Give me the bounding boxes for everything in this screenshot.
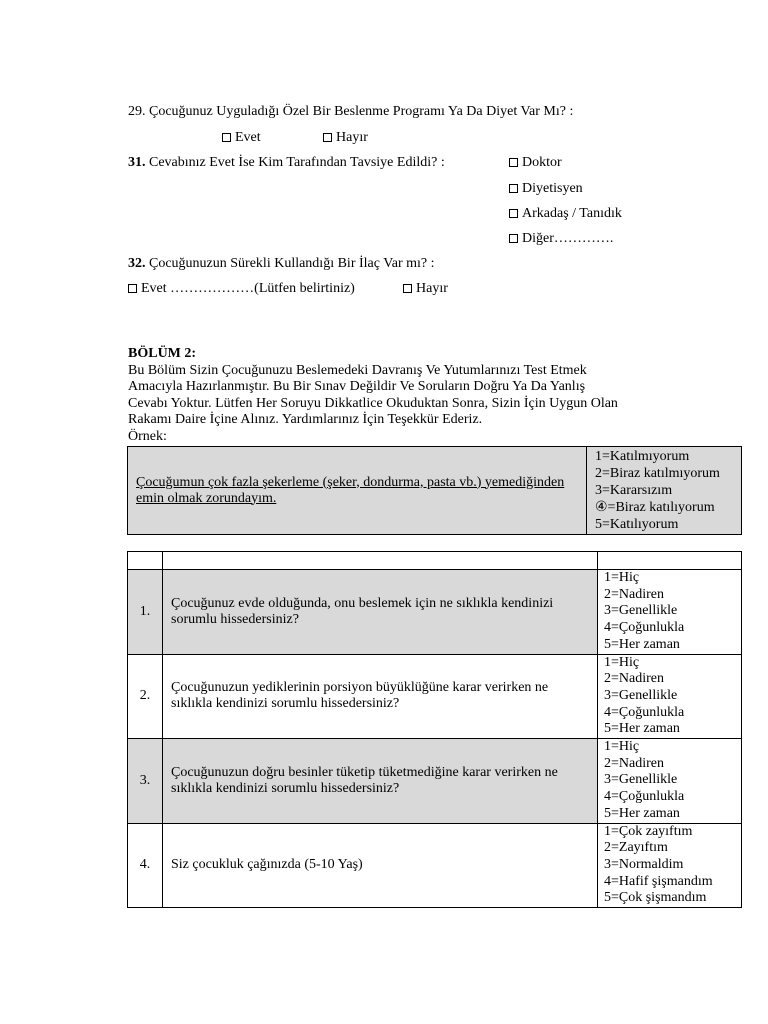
q29-option-hayir[interactable] — [323, 130, 368, 146]
q32-option-evet[interactable] — [128, 281, 355, 297]
q31-option-diyetisyen[interactable] — [509, 181, 583, 197]
q32-option-hayir[interactable] — [403, 281, 448, 297]
question-32-text: Çocuğunuzun Sürekli Kullandığı Bir İlaç Var mı? : — [145, 256, 435, 271]
answer-option[interactable]: 2=Nadiren — [604, 755, 664, 771]
question-text: Çocuğunuzun yediklerinin porsiyon büyüklüğüne karar verirken ne sıklıkla kendinizi sorumlu hissedersiniz? — [163, 654, 598, 739]
section-2-title: BÖLÜM 2: — [128, 346, 197, 361]
q31-option-doktor[interactable] — [509, 155, 562, 171]
section-2-line: Cevabı Yoktur. Lütfen Her Soruyu Dikkatlice Okuduktan Sonra, Sizin İçin Uygun Olan — [128, 395, 618, 411]
answer-option[interactable]: 5=Her zaman — [604, 805, 680, 821]
q31-option-diger[interactable] — [509, 231, 613, 247]
example-option: 3=Kararsızım — [595, 483, 673, 498]
section-2-line: Amacıyla Hazırlanmıştır. Bu Bir Sınav Değildir Ve Soruların Doğru Ya Da Yanlış — [128, 379, 586, 394]
questions-table — [127, 551, 742, 908]
checkbox-icon[interactable] — [509, 209, 518, 218]
q31-option-label: Diyetisyen — [522, 181, 583, 196]
question-32 — [128, 256, 435, 272]
question-text: Çocuğunuzun doğru besinler tüketip tüketmediğine karar verirken ne sıklıkla kendinizi sorumlu hissedersiniz? — [163, 739, 598, 824]
section-2-line: Bu Bölüm Sizin Çocuğunuzu Beslemedeki Davranış Ve Yutumlarınızı Test Etmek — [128, 362, 587, 378]
q31-option-label: Diğer…………. — [522, 231, 614, 246]
question-31-text: Cevabınız Evet İse Kim Tarafından Tavsiye Edildi? : — [145, 155, 445, 170]
answer-option[interactable]: 4=Çoğunlukla — [604, 704, 685, 720]
question-options — [598, 739, 742, 824]
question-number: 3. — [128, 739, 163, 824]
checkbox-icon[interactable] — [403, 284, 412, 293]
answer-option[interactable]: 1=Hiç — [604, 654, 640, 670]
answer-option[interactable]: 4=Hafif şişmandım — [604, 873, 713, 889]
question-text: Çocuğunuz evde olduğunda, onu beslemek için ne sıklıkla kendinizi sorumlu hissedersiniz? — [163, 570, 598, 655]
checkbox-icon[interactable] — [128, 284, 137, 293]
example-options-cell — [587, 447, 742, 535]
answer-option[interactable]: 2=Zayıftım — [604, 840, 668, 856]
answer-option[interactable]: 3=Genellikle — [604, 603, 678, 619]
table-row — [128, 654, 742, 739]
answer-option[interactable]: 5=Çok şişmandım — [604, 890, 707, 906]
answer-option[interactable]: 4=Çoğunlukla — [604, 620, 685, 636]
q31-option-arkadas[interactable] — [509, 206, 622, 222]
example-question-cell — [128, 447, 587, 535]
example-label: Örnek: — [128, 428, 167, 444]
q32-option-hayir-label: Hayır — [416, 281, 448, 296]
question-number: 1. — [128, 570, 163, 655]
checkbox-icon[interactable] — [509, 158, 518, 167]
question-number: 2. — [128, 654, 163, 739]
table-header-row — [128, 552, 742, 570]
answer-option[interactable]: 1=Çok zayıftım — [604, 823, 693, 839]
answer-option[interactable]: 1=Hiç — [604, 739, 640, 755]
q29-option-hayir-label: Hayır — [336, 130, 368, 145]
q29-option-evet-label: Evet — [235, 130, 261, 145]
table-row — [128, 739, 742, 824]
answer-option[interactable]: 4=Çoğunlukla — [604, 789, 685, 805]
checkbox-icon[interactable] — [323, 133, 332, 142]
table-row — [128, 823, 742, 908]
answer-option[interactable]: 5=Her zaman — [604, 636, 680, 652]
q31-option-label: Doktor — [522, 155, 562, 170]
question-text: Siz çocukluk çağınızda (5-10 Yaş) — [163, 823, 598, 908]
example-table — [127, 446, 742, 535]
question-number: 4. — [128, 823, 163, 908]
checkbox-icon[interactable] — [509, 234, 518, 243]
answer-option[interactable]: 5=Her zaman — [604, 721, 680, 737]
checkbox-icon[interactable] — [222, 133, 231, 142]
q32-option-evet-label: Evet ………………(Lütfen belirtiniz) — [141, 281, 355, 296]
answer-option[interactable]: 1=Hiç — [604, 570, 640, 585]
question-options — [598, 570, 742, 655]
answer-option[interactable]: 3=Genellikle — [604, 687, 678, 703]
answer-option[interactable]: 3=Genellikle — [604, 772, 678, 788]
question-32-number: 32. — [128, 256, 146, 271]
example-option-selected: ④=Biraz katılıyorum — [595, 500, 715, 515]
table-row — [128, 570, 742, 655]
section-2-intro — [128, 346, 688, 445]
question-options — [598, 823, 742, 908]
question-31-number: 31. — [128, 155, 146, 170]
answer-option[interactable]: 2=Nadiren — [604, 586, 664, 602]
answer-option[interactable]: 3=Normaldim — [604, 856, 684, 872]
example-option: 2=Biraz katılmıyorum — [595, 466, 720, 481]
example-option: 5=Katılıyorum — [595, 517, 679, 532]
question-29-text: 29. Çocuğunuz Uyguladığı Özel Bir Beslenme Programı Ya Da Diyet Var Mı? : — [128, 104, 574, 119]
q29-option-evet[interactable] — [222, 130, 261, 146]
section-2-line: Rakamı Daire İçine Alınız. Yardımlarınız İçin Teşekkür Ederiz. — [128, 412, 483, 427]
question-31 — [128, 155, 445, 171]
example-question: Çocuğumun çok fazla şekerleme (şeker, dondurma, pasta vb.) yemediğinden emin olmak zorundayım. — [136, 474, 565, 506]
answer-option[interactable]: 2=Nadiren — [604, 671, 664, 687]
question-options — [598, 654, 742, 739]
q31-option-label: Arkadaş / Tanıdık — [522, 206, 622, 221]
checkbox-icon[interactable] — [509, 184, 518, 193]
example-option: 1=Katılmıyorum — [595, 449, 690, 464]
